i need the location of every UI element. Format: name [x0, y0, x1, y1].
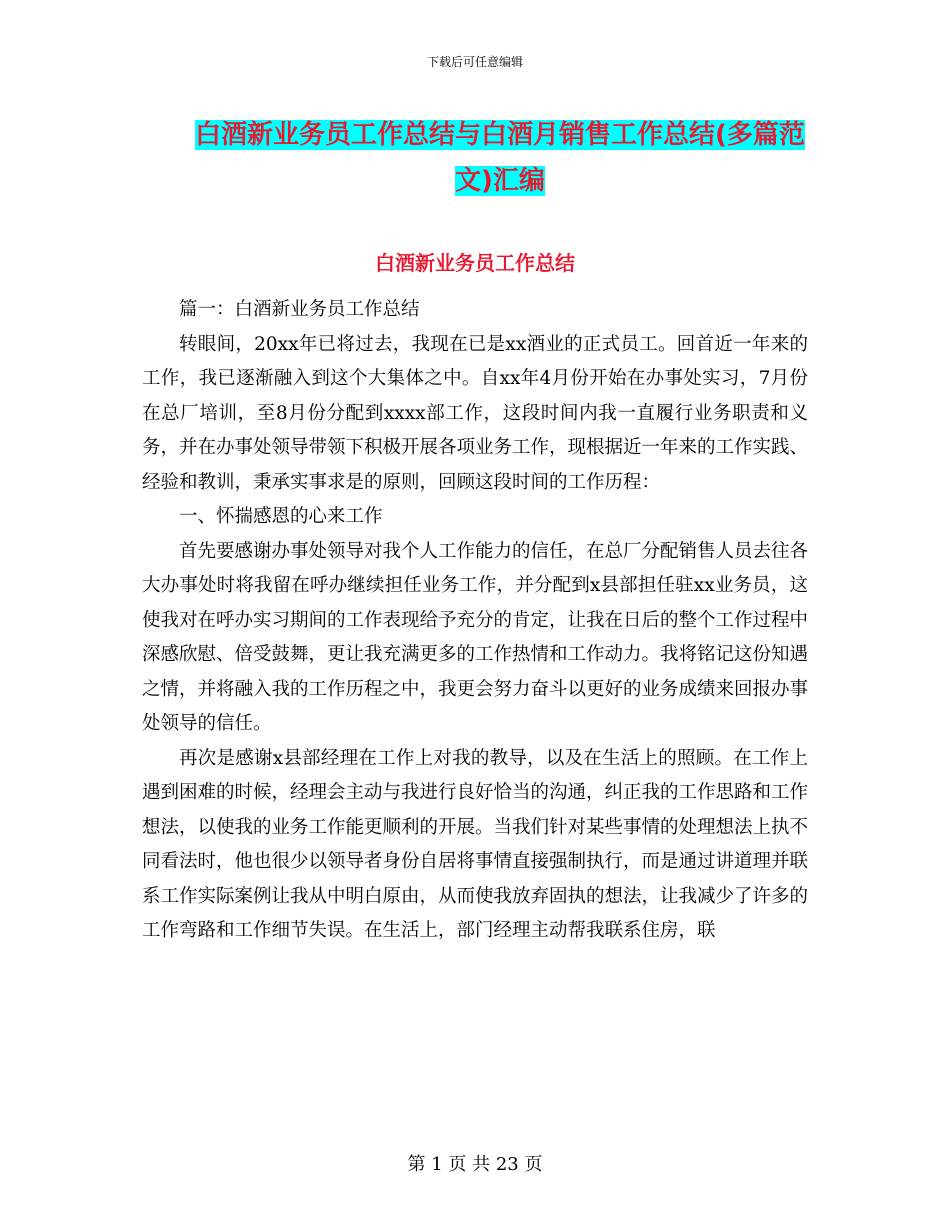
paragraph-thanks-manager: 再次是感谢x县部经理在工作上对我的教导，以及在生活上的照顾。在工作上遇到困难的时候，经理会主动与我进行良好恰当的沟通，纠正我的工作思路和工作想法，以使我的业务工作能更顺利的开展。当我们针对某些事情的处理想法上执不同看法时，他也很少以领导者身份自居将事情直接强制执行，而是通过讲道理并联系工作实际案例让我从中明白原由，从而使我放弃固执的想法，让我减少了许多的工作弯路和工作细节失误。在生活上，部门经理主动帮我联系住房，联 — [142, 747, 809, 941]
paragraph-thanks-office: 首先要感谢办事处领导对我个人工作能力的信任，在总厂分配销售人员去往各大办事处时将我留在呼办继续担任业务工作，并分配到x县部担任驻xx业务员，这使我对在呼办实习期间的工作表现给予充分的肯定，让我在日后的整个工作过程中深感欣慰、倍受鼓舞，更让我充满更多的工作热情和工作动力。我将铭记这份知遇之情，并将融入我的工作历程之中，我更会努力奋斗以更好的业务成绩来回报办事处领导的信任。 — [142, 540, 809, 734]
page-number-footer: 第 1 页 共 23 页 — [407, 1154, 543, 1175]
paragraph-article-label: 篇一：白酒新业务员工作总结 — [179, 299, 420, 320]
paragraph-heading-gratitude: 一、怀揣感恩的心来工作 — [179, 506, 383, 527]
page-header-note: 下载后可任意编辑 — [426, 55, 523, 69]
document-body — [142, 293, 808, 949]
paragraph-intro: 转眼间，20xx年已将过去，我现在已是xx酒业的正式员工。回首近一年来的工作，我已逐渐融入到这个大集体之中。自xx年4月份开始在办事处实习，7月份在总厂培训，至8月份分配到xxxx部工作，这段时间内我一直履行业务职责和义务，并在办事处领导带领下积极开展各项业务工作，现根据近一年来的工作实践、经验和教训，秉承实事求是的原则，回顾这段时间的工作历程： — [142, 333, 809, 493]
document-title — [185, 112, 815, 204]
document-title-text: 白酒新业务员工作总结与白酒月销售工作总结(多篇范文)汇编 — [195, 120, 805, 196]
section-title: 白酒新业务员工作总结 — [375, 251, 575, 275]
